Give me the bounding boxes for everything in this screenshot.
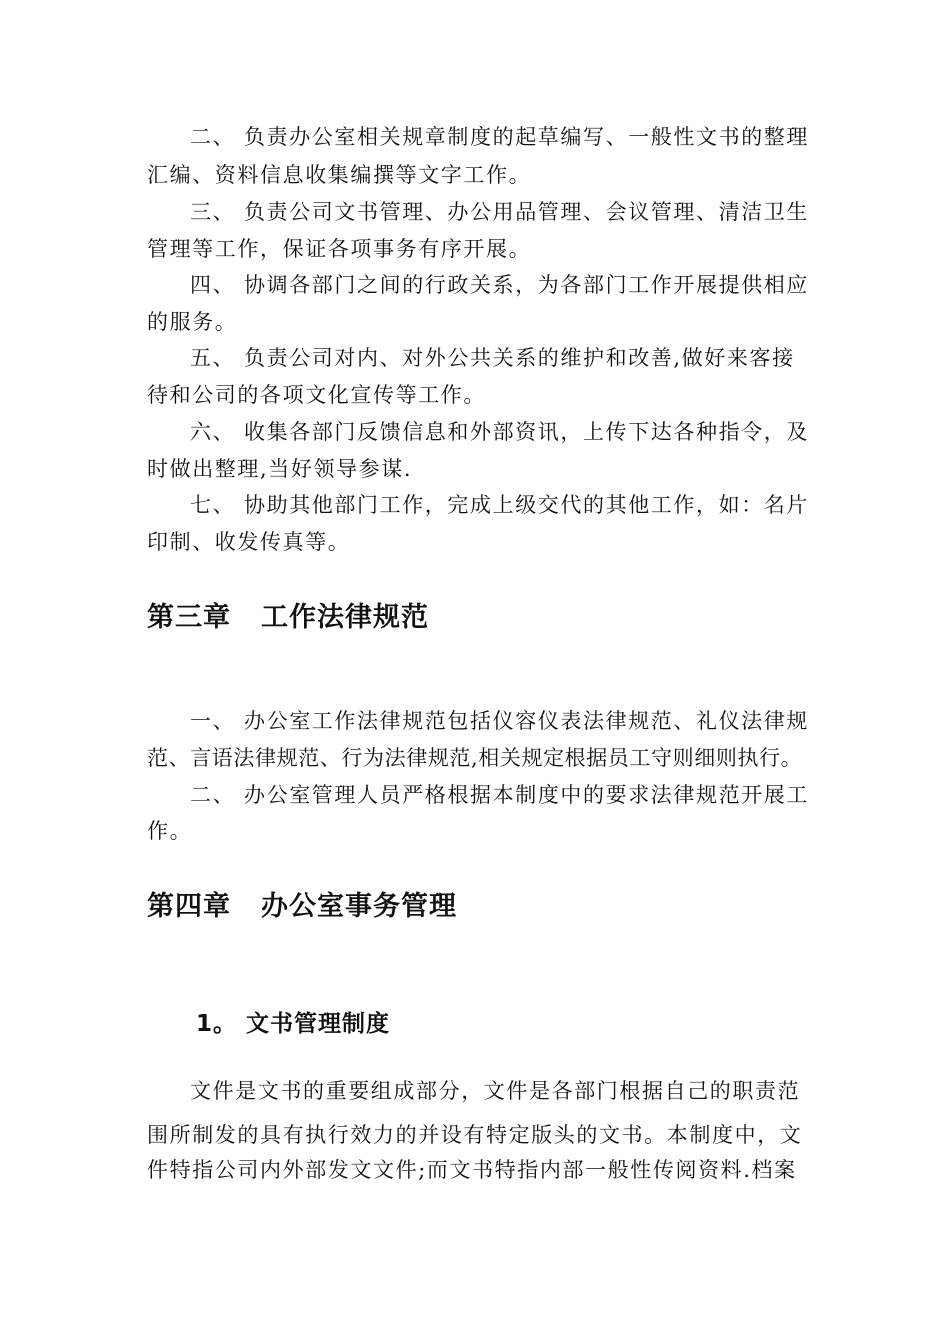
item-4-line-2: 的服务。 bbox=[147, 310, 238, 334]
item-text: 收集各部门反馈信息和外部资讯，上传下达各种指令，及 bbox=[244, 420, 809, 444]
item-text: 办公室管理人员严格根据本制度中的要求法律规范开展工 bbox=[244, 783, 809, 807]
item-6-line-2: 时做出整理,当好领导参谋. bbox=[147, 457, 413, 481]
item-4-line-1 bbox=[190, 267, 870, 303]
section-1-line-1: 文件是文书的重要组成部分，文件是各部门根据自己的职责范 bbox=[190, 1079, 801, 1103]
item-2-line-1 bbox=[190, 119, 870, 155]
item-text: 负责办公室相关规章制度的起草编写、一般性文书的整理 bbox=[244, 125, 809, 149]
ch3-item-1-line-1 bbox=[190, 703, 870, 739]
item-3-line-1 bbox=[190, 194, 870, 230]
section-title: 文书管理制度 bbox=[246, 1011, 390, 1037]
item-number: 六、 bbox=[190, 420, 236, 444]
item-text: 协调各部门之间的行政关系，为各部门工作开展提供相应 bbox=[244, 273, 809, 297]
item-number: 七、 bbox=[190, 493, 236, 517]
chapter-3-heading bbox=[147, 598, 429, 638]
item-number: 三、 bbox=[190, 200, 236, 224]
section-1-heading bbox=[196, 1006, 390, 1042]
item-6-line-1 bbox=[190, 414, 870, 450]
chapter-title: 工作法律规范 bbox=[261, 602, 429, 633]
section-1-line-3: 件特指公司内外部发文文件;而文书特指内部一般性传阅资料.档案 bbox=[147, 1158, 797, 1182]
ch3-item-2-line-1 bbox=[190, 777, 870, 813]
item-text: 协助其他部门工作，完成上级交代的其他工作，如：名片 bbox=[244, 493, 809, 517]
item-number: 五、 bbox=[190, 346, 236, 370]
chapter-title: 办公室事务管理 bbox=[261, 891, 457, 922]
item-7-line-2: 印制、收发传真等。 bbox=[147, 530, 351, 554]
item-number: 二、 bbox=[190, 783, 236, 807]
item-text: 负责公司对内、对外公共关系的维护和改善,做好来客接 bbox=[244, 346, 795, 370]
item-5-line-1 bbox=[190, 340, 870, 376]
item-number: 二、 bbox=[190, 125, 236, 149]
item-3-line-2: 管理等工作，保证各项事务有序开展。 bbox=[147, 237, 532, 261]
item-number: 一、 bbox=[190, 709, 236, 733]
item-5-line-2: 待和公司的各项文化宣传等工作。 bbox=[147, 383, 486, 407]
ch3-item-1-line-2: 范、言语法律规范、行为法律规范,相关规定根据员工守则细则执行。 bbox=[147, 746, 803, 770]
section-1-line-2: 围所制发的具有执行效力的并设有特定版头的文书。本制度中，文 bbox=[147, 1123, 803, 1147]
chapter-label: 第四章 bbox=[147, 891, 231, 922]
item-number: 四、 bbox=[190, 273, 236, 297]
item-2-line-2: 汇编、资料信息收集编撰等文字工作。 bbox=[147, 163, 532, 187]
item-text: 办公室工作法律规范包括仪容仪表法律规范、礼仪法律规 bbox=[244, 709, 809, 733]
section-number: 1。 bbox=[196, 1011, 238, 1037]
chapter-label: 第三章 bbox=[147, 602, 231, 633]
item-text: 负责公司文书管理、办公用品管理、会议管理、清洁卫生 bbox=[244, 200, 809, 224]
chapter-4-heading bbox=[147, 887, 457, 927]
ch3-item-2-line-2: 作。 bbox=[147, 819, 193, 843]
item-7-line-1 bbox=[190, 487, 870, 523]
